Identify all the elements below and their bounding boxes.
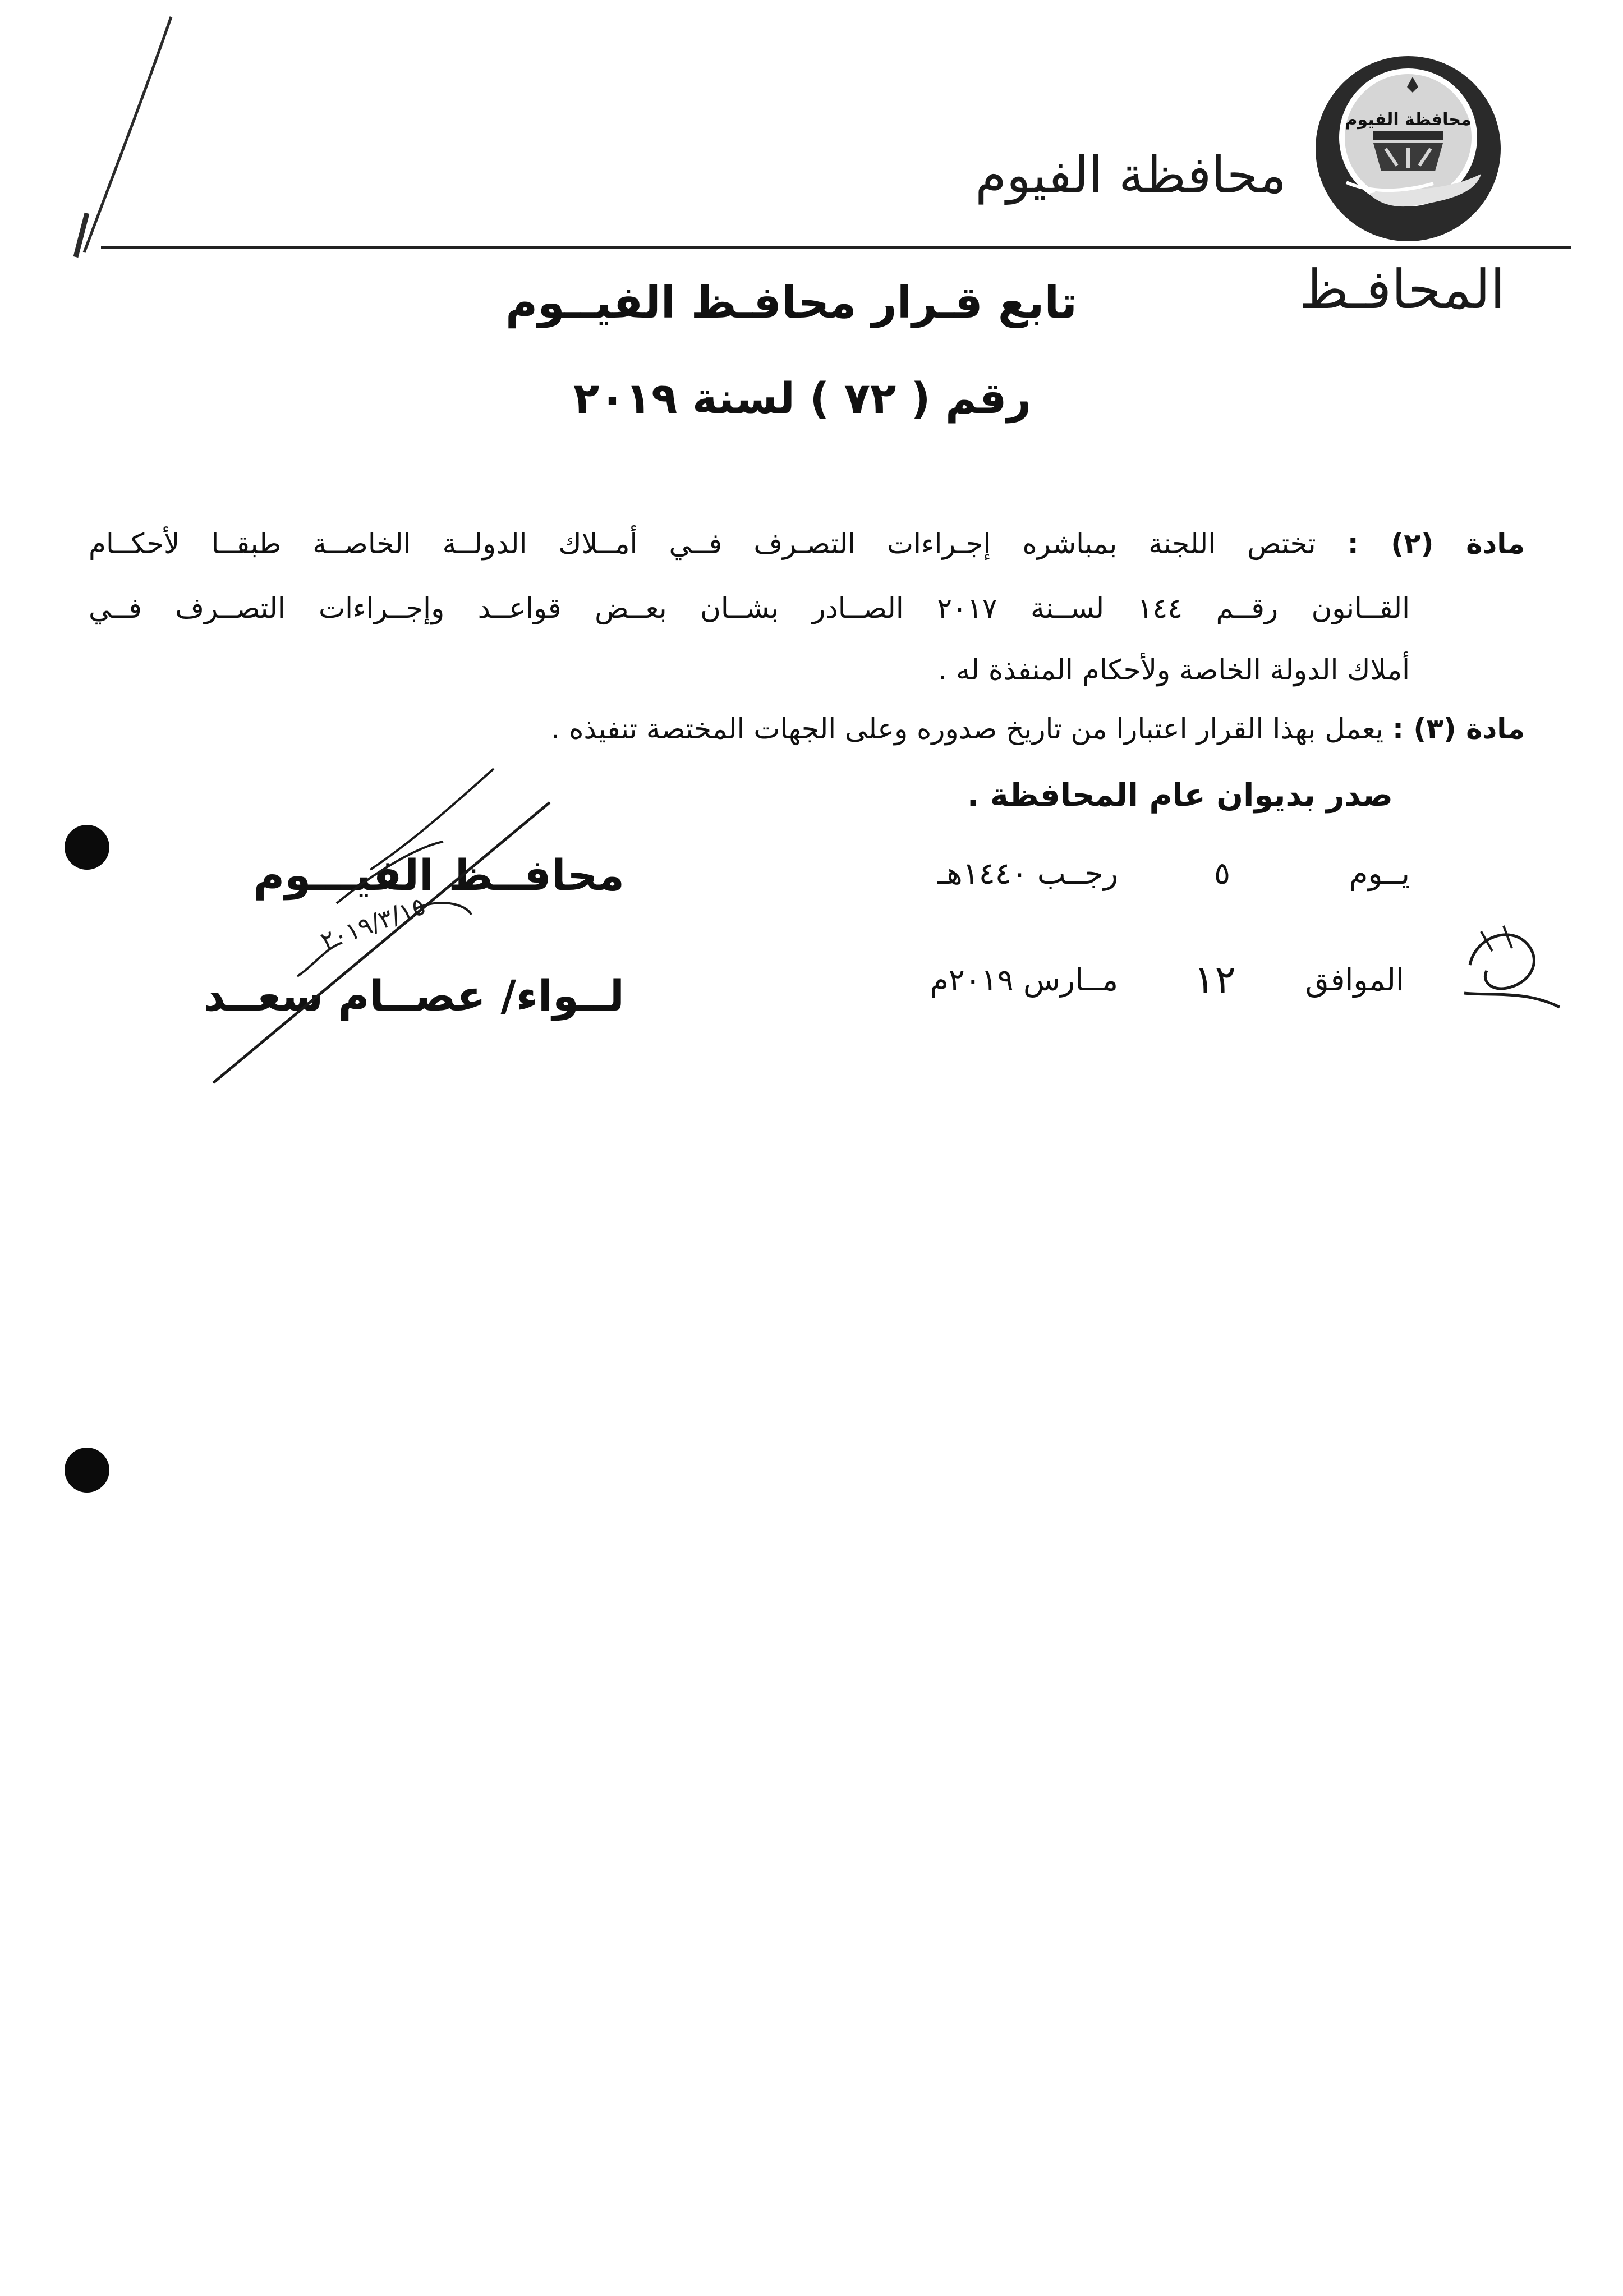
governorate-name: محافظة الفيوم [975,146,1286,205]
decision-number: رقم ( ٧٢ ) لسنة ٢٠١٩ [573,373,1032,423]
hijri-month-year: رجــب ١٤٤٠هـ [937,856,1118,891]
initials-mark [1447,898,1571,1021]
signatory-title: محافــظ الفيـــوم [253,850,624,900]
hijri-day-label: يــوم [1349,856,1410,891]
punch-hole-top [65,825,109,870]
pen-stroke-mark [34,11,202,258]
header-divider [101,246,1571,249]
article-2-line-3: أملاك الدولة الخاصة ولأحكام المنفذة له . [938,654,1410,686]
gregorian-label: الموافق [1305,962,1404,998]
article-2-label: مادة (٢) : [1347,527,1525,560]
signatory-name: لــواء/ عصــام سعــد [203,971,624,1021]
governorate-emblem [1313,53,1504,244]
emblem-text: محافظة الفيوم [1345,110,1472,130]
article-3-text: يعمل بهذا القرار اعتبارا من تاريخ صدوره وعلى الجهات المختصة تنفيذه . [551,713,1384,745]
issued-statement: صدر بديوان عام المحافظة . [967,777,1393,814]
punch-hole-bottom [65,1448,109,1493]
office-label: المحافـظ [1299,258,1505,321]
article-2-text-1: تختص اللجنة بمباشره إجـراءات التصـرف فــي أمــلاك الدولــة الخاصــة طبقــا لأحكــام [89,527,1316,560]
decision-title: تابع قـرار محافـظ الفيــوم [505,278,1077,328]
gregorian-month-year: مــارس ٢٠١٩م [930,962,1118,998]
signature-handwritten-date: ٢٠١٩/٣/١٥ [316,892,430,956]
article-3-label: مادة (٣) : [1392,713,1525,745]
hijri-day: ٥ [1213,856,1230,891]
governor-signature-image [202,735,606,1094]
article-2-line-2: القــانون رقــم ١٤٤ لســنة ٢٠١٧ الصــادر بشــان بعــض قواعــد وإجــراءات التصــرف فــي [89,592,1410,624]
gregorian-day: ١٢ [1193,957,1236,1003]
article-2-line-1 [89,527,1525,560]
